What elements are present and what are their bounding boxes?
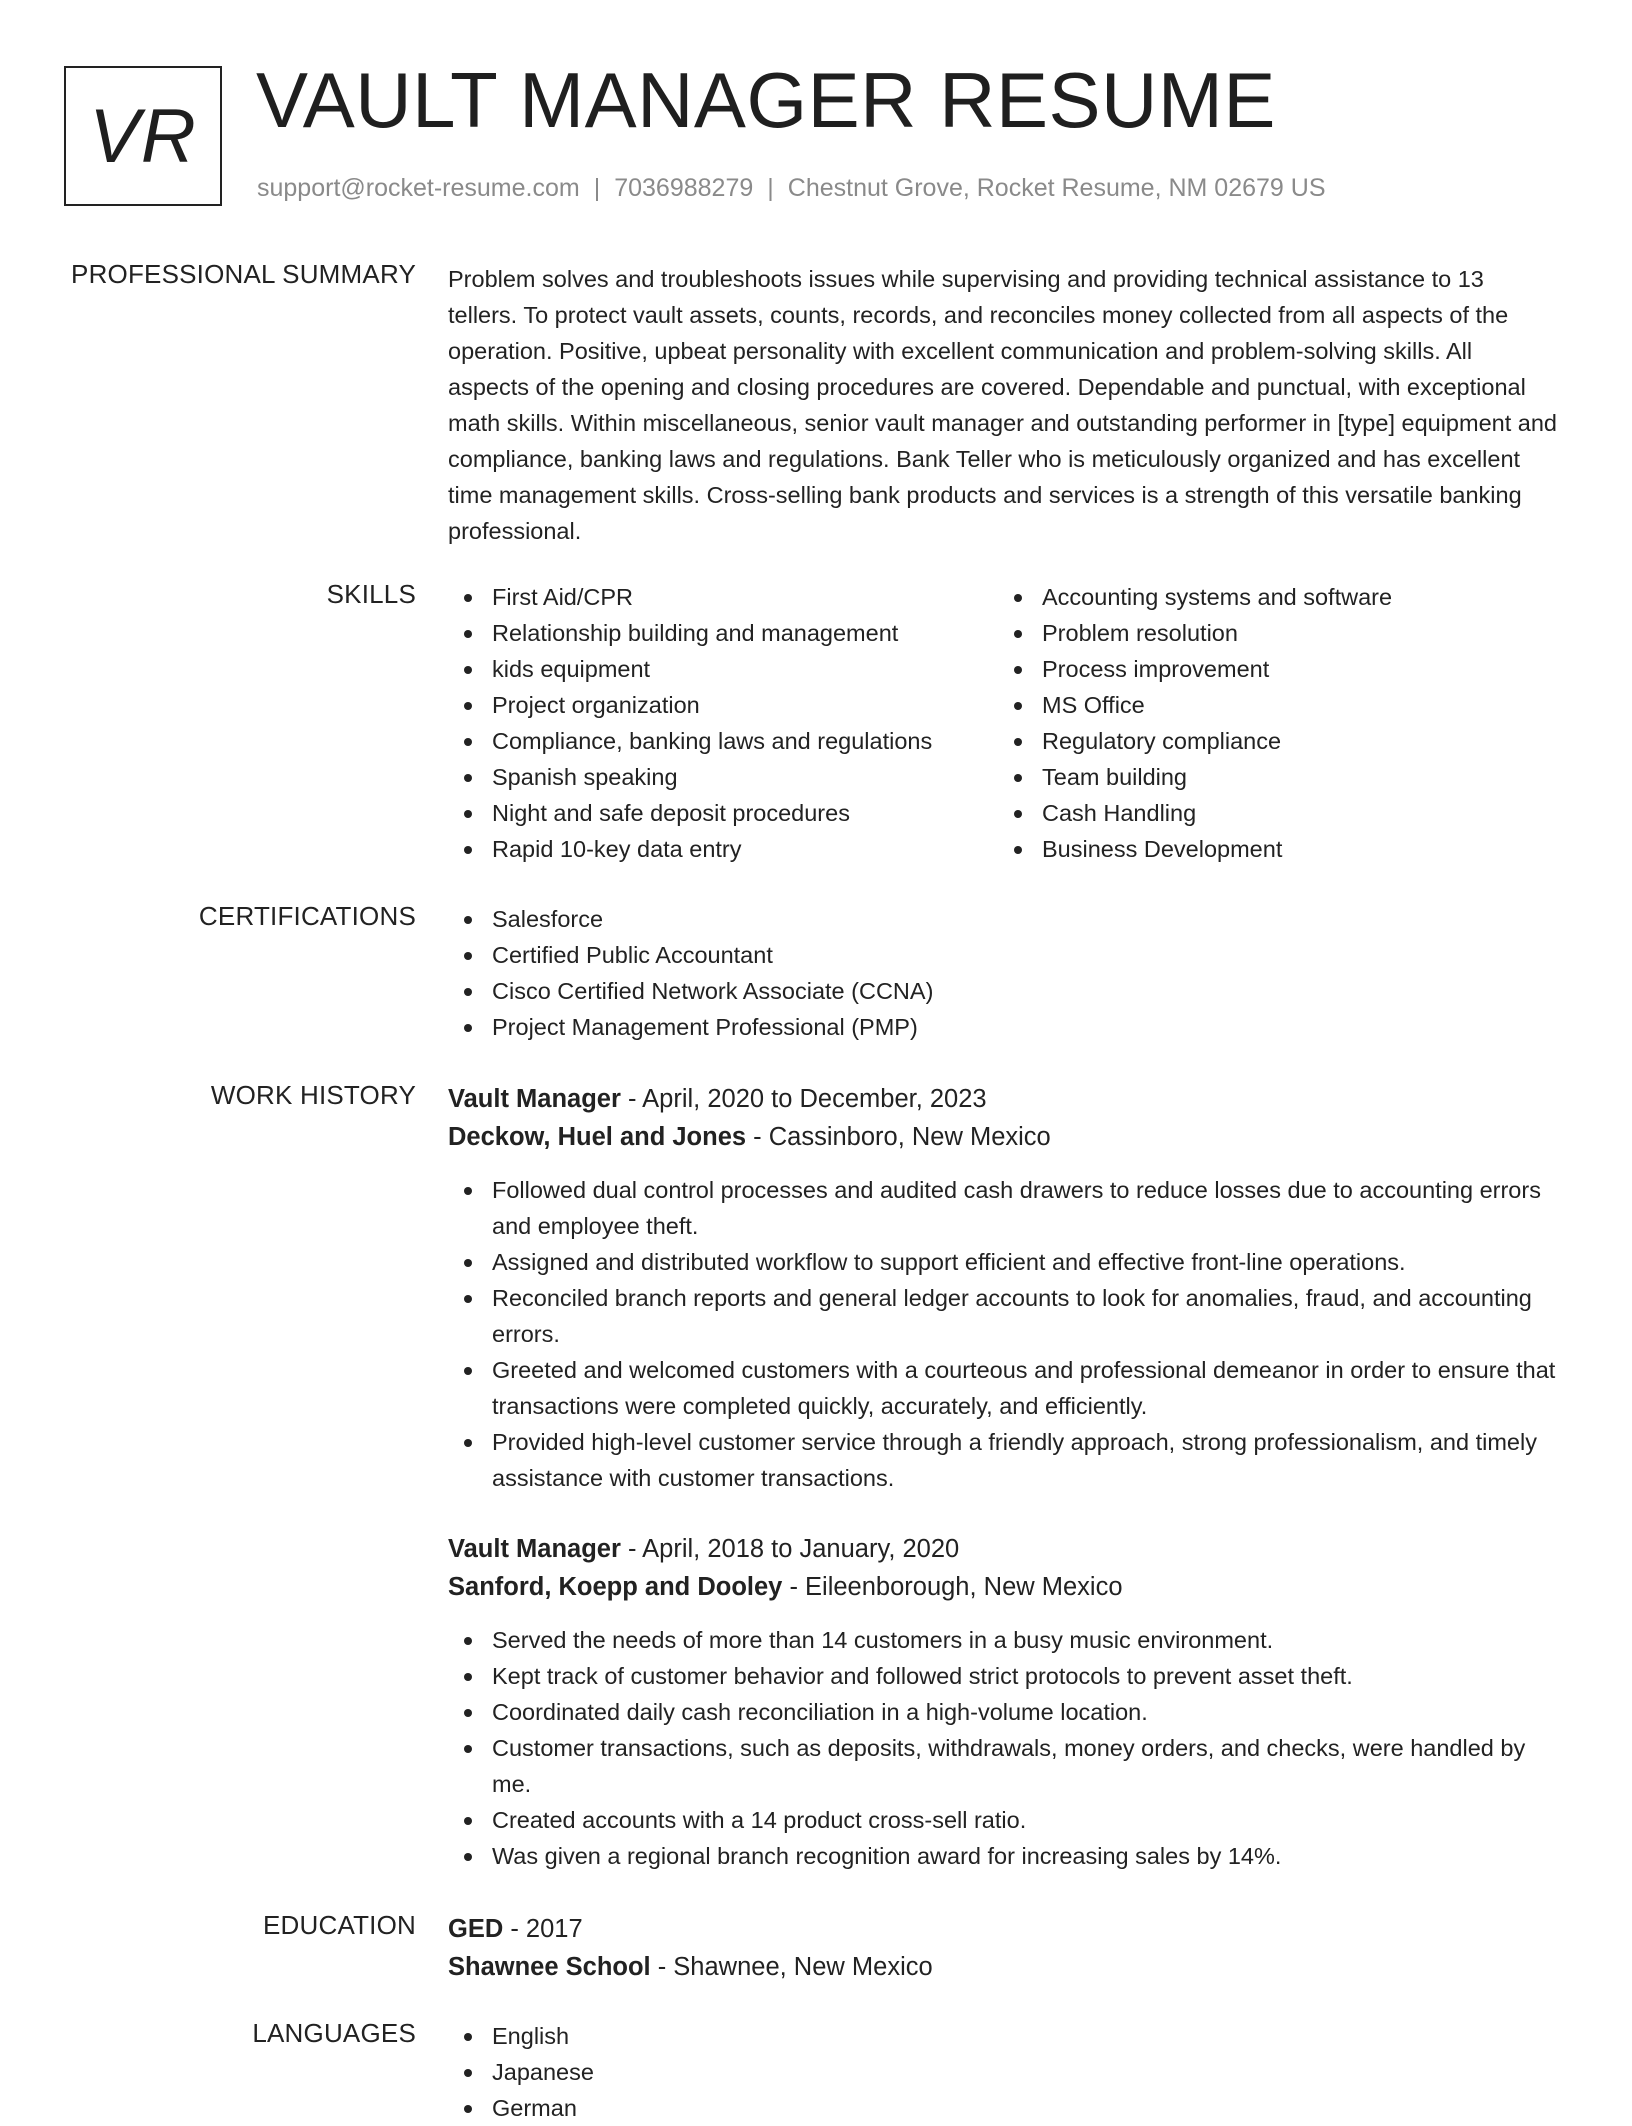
list-item: Rapid 10-key data entry — [448, 831, 998, 867]
summary-text: Problem solves and troubleshoots issues while supervising and providing technical assistance to 13 tellers. To protect vault assets, counts, records, and reconciles money collected from all aspects of the operation. Positive, upbeat personality with excellent communication and problem-solving skills. All aspects of the opening and closing procedures are covered. Dependable and punctual, with exceptional math skills. Within miscellaneous, senior vault manager and outstanding performer in [type] equipment and compliance, banking laws and regulations. Bank Teller who is meticulously organized and has excellent time management skills. Cross-selling bank products and services is a strength of this versatile banking professional. — [448, 266, 1557, 544]
education-degree: GED — [448, 1915, 504, 1943]
languages-content — [448, 2018, 1558, 2126]
list-item: English — [448, 2018, 1558, 2054]
section-label-languages: LANGUAGES — [252, 2018, 416, 2048]
skills-content — [448, 579, 1558, 867]
list-item: Was given a regional branch recognition award for increasing sales by 14%. — [448, 1838, 1558, 1874]
job-entry — [448, 1080, 1558, 1496]
job-location: - Cassinboro, New Mexico — [746, 1123, 1051, 1151]
job-title: Vault Manager — [448, 1535, 621, 1563]
list-item: Night and safe deposit procedures — [448, 795, 998, 831]
languages-list — [448, 2018, 1558, 2126]
job-title-line — [448, 1080, 1558, 1118]
job-bullets — [448, 1622, 1558, 1874]
list-item: Team building — [998, 759, 1548, 795]
list-item: Created accounts with a 14 product cross-sell ratio. — [448, 1802, 1558, 1838]
contact-separator: | — [593, 174, 601, 202]
section-label-education: EDUCATION — [263, 1910, 416, 1940]
monogram-logo: VR — [64, 66, 222, 206]
list-item: Assigned and distributed workflow to support efficient and effective front-line operations. — [448, 1244, 1558, 1280]
education-school: Shawnee School — [448, 1953, 651, 1981]
section-label-skills: SKILLS — [326, 579, 416, 609]
education-school-line — [448, 1948, 1558, 1986]
education-location: - Shawnee, New Mexico — [650, 1953, 933, 1981]
job-dates: - April, 2020 to December, 2023 — [620, 1085, 987, 1113]
list-item: Relationship building and management — [448, 615, 998, 651]
list-item: Greeted and welcomed customers with a courteous and professional demeanor in order to ensure that transactions were completed quickly, accurately, and efficiently. — [448, 1352, 1558, 1424]
list-item: Compliance, banking laws and regulations — [448, 723, 998, 759]
contact-line — [257, 174, 1326, 203]
certifications-list — [448, 901, 1558, 1045]
list-item: Process improvement — [998, 651, 1548, 687]
skills-list-right — [998, 579, 1548, 867]
list-item: Customer transactions, such as deposits, withdrawals, money orders, and checks, were handled by me. — [448, 1730, 1558, 1802]
education-year: - 2017 — [503, 1915, 583, 1943]
job-title: Vault Manager — [448, 1085, 621, 1113]
job-company: Sanford, Koepp and Dooley — [448, 1573, 783, 1601]
job-title-line — [448, 1530, 1558, 1568]
list-item: Coordinated daily cash reconciliation in a high-volume location. — [448, 1694, 1558, 1730]
education-degree-line — [448, 1910, 1558, 1948]
list-item: Provided high-level customer service through a friendly approach, strong professionalism, and timely assistance with customer transactions. — [448, 1424, 1558, 1496]
job-company-line — [448, 1118, 1558, 1156]
contact-phone: 7036988279 — [614, 174, 754, 202]
list-item: Served the needs of more than 14 customers in a busy music environment. — [448, 1622, 1558, 1658]
list-item: kids equipment — [448, 651, 998, 687]
job-company: Deckow, Huel and Jones — [448, 1123, 747, 1151]
contact-email: support@rocket-resume.com — [257, 174, 580, 202]
list-item: Spanish speaking — [448, 759, 998, 795]
list-item: Kept track of customer behavior and followed strict protocols to prevent asset theft. — [448, 1658, 1558, 1694]
skills-list-left — [448, 579, 998, 867]
list-item: Regulatory compliance — [998, 723, 1548, 759]
list-item: Cash Handling — [998, 795, 1548, 831]
list-item: Japanese — [448, 2054, 1558, 2090]
list-item: Followed dual control processes and audited cash drawers to reduce losses due to accounting errors and employee theft. — [448, 1172, 1558, 1244]
contact-separator: | — [767, 174, 774, 202]
section-label-work-history: WORK HISTORY — [210, 1080, 416, 1110]
section-label-certifications: CERTIFICATIONS — [198, 901, 416, 931]
job-entry — [448, 1530, 1558, 1874]
list-item: Problem resolution — [998, 615, 1548, 651]
education-content — [448, 1910, 1558, 1986]
contact-address: Chestnut Grove, Rocket Resume, NM 02679 US — [787, 174, 1326, 202]
list-item: Reconciled branch reports and general ledger accounts to look for anomalies, fraud, and accounting errors. — [448, 1280, 1558, 1352]
list-item: Project organization — [448, 687, 998, 723]
work-history-content — [448, 1080, 1558, 1874]
list-item: First Aid/CPR — [448, 579, 998, 615]
list-item: German — [448, 2090, 1558, 2126]
list-item: Project Management Professional (PMP) — [448, 1009, 1558, 1045]
list-item: Cisco Certified Network Associate (CCNA) — [448, 973, 1558, 1009]
job-company-line — [448, 1568, 1558, 1606]
list-item: Accounting systems and software — [998, 579, 1548, 615]
page-title: VAULT MANAGER RESUME — [256, 56, 1276, 144]
job-bullets — [448, 1172, 1558, 1496]
job-location: - Eileenborough, New Mexico — [782, 1573, 1123, 1601]
list-item: Salesforce — [448, 901, 1558, 937]
section-label-summary: PROFESSIONAL SUMMARY — [71, 259, 416, 289]
certifications-content — [448, 901, 1558, 1045]
list-item: Certified Public Accountant — [448, 937, 1558, 973]
list-item: MS Office — [998, 687, 1548, 723]
job-dates: - April, 2018 to January, 2020 — [620, 1535, 960, 1563]
list-item: Business Development — [998, 831, 1548, 867]
